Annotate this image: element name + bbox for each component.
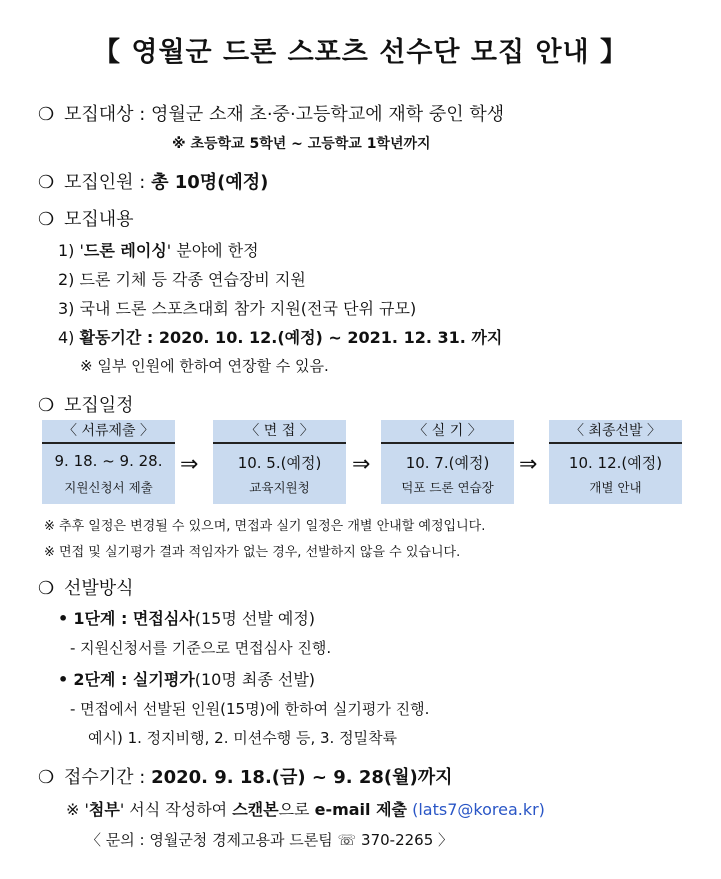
page-title: 【 영월군 드론 스포츠 선수단 모집 안내 】 [92,37,629,68]
schedule-step-interview [213,420,346,504]
step-desc: 지원신청서 제출 [64,480,153,495]
selection-label: 선발방식 [64,578,134,599]
step-desc: 교육지원청 [249,480,310,495]
step-header: 〈 실 기 〉 [381,420,514,444]
email-link[interactable]: (lats7@korea.kr) [412,800,545,819]
selection-stage-2: • 2단계 : 실기평가(10명 최종 선발) [58,670,316,689]
content-item-4: 4) 활동기간 : 2020. 10. 12.(예정) ~ 2021. 12. 31. 까지 [58,328,503,347]
step-header: 〈 면 접 〉 [213,420,346,444]
section-selection [38,574,134,600]
period-value: 2020. 9. 18.(금) ~ 9. 28(월)까지 [151,767,453,788]
step-header: 〈 서류제출 〉 [42,420,175,444]
schedule-note-2: ※ 면접 및 실기평가 결과 적임자가 없는 경우, 선발하지 않을 수 있습니다. [44,545,461,560]
selection-stage-1-desc: - 지원신청서를 기준으로 면접심사 진행. [70,639,332,657]
circle-bullet-icon: ❍ [38,395,55,416]
step-desc: 덕포 드론 연습장 [401,480,494,495]
step-date: 10. 12.(예정) [568,454,663,472]
content-item-3: 3) 국내 드론 스포츠대회 참가 지원(전국 단위 규모) [58,299,417,318]
contact-info: 〈 문의 : 영월군청 경제고용과 드론팀 ☏ 370-2265 〉 [86,831,454,849]
circle-bullet-icon: ❍ [38,172,55,193]
step-date: 10. 5.(예정) [237,454,322,472]
schedule-step-final [549,420,682,504]
selection-stage-2-desc: - 면접에서 선발된 인원(15명)에 한하여 실기평가 진행. [70,700,430,718]
selection-stage-1: • 1단계 : 면접심사(15명 선발 예정) [58,609,316,628]
arrow-right-icon: ⇒ [519,452,538,477]
content-item-1: 1) '드론 레이싱' 분야에 한정 [58,241,259,260]
section-schedule [38,391,134,417]
step-header: 〈 최종선발 〉 [549,420,682,444]
schedule-step-practical [381,420,514,504]
arrow-right-icon: ⇒ [352,452,371,477]
content-item-2: 2) 드론 기체 등 각종 연습장비 지원 [58,270,306,289]
section-content [38,205,134,231]
section-headcount [38,168,268,194]
headcount-label: 모집인원 : [64,172,146,193]
target-note: ※ 초등학교 5학년 ~ 고등학교 1학년까지 [172,136,431,152]
period-label: 접수기간 : [64,767,146,788]
schedule-label: 모집일정 [64,395,134,416]
content-label: 모집내용 [64,209,134,230]
bullet-dot-icon: • [58,609,69,628]
headcount-value: 총 10명(예정) [151,172,269,193]
arrow-right-icon: ⇒ [180,452,199,477]
step-date: 9. 18. ~ 9. 28. [54,452,163,470]
section-period [38,763,453,789]
content-note: ※ 일부 인원에 한하여 연장할 수 있음. [80,357,329,375]
circle-bullet-icon: ❍ [38,104,55,125]
circle-bullet-icon: ❍ [38,767,55,788]
target-label: 모집대상 : 영월군 소재 초·중·고등학교에 재학 중인 학생 [64,104,505,125]
bullet-dot-icon: • [58,670,69,689]
schedule-step-documents [42,420,175,504]
selection-stage-2-example: 예시) 1. 정지비행, 2. 미션수행 등, 3. 정밀착륙 [88,729,398,747]
step-desc: 개별 안내 [589,480,642,495]
attachment-note: ※ '첨부' 서식 작성하여 스캔본으로 e-mail 제출 (lats7@korea.kr) [66,800,545,819]
section-target [38,100,504,126]
step-date: 10. 7.(예정) [405,454,490,472]
circle-bullet-icon: ❍ [38,209,55,230]
schedule-note-1: ※ 추후 일정은 변경될 수 있으며, 면접과 실기 일정은 개별 안내할 예정입니다. [44,519,486,534]
circle-bullet-icon: ❍ [38,578,55,599]
